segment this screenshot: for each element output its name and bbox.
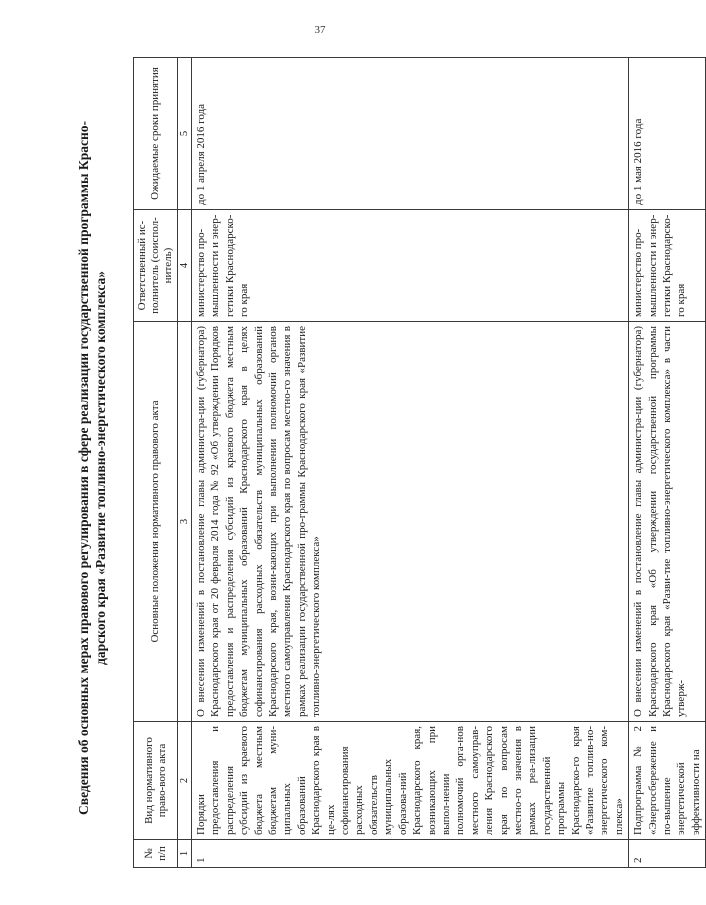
column-number: 3 xyxy=(178,322,192,722)
header-act-type: Вид нормативного право-вого акта xyxy=(134,722,178,840)
row-number: 2 xyxy=(629,840,706,868)
column-number: 4 xyxy=(178,210,192,322)
act-type-cell: Порядки предоставления и распределения субсидий из краевого бюджета местным бюджетам муни-ципальных образований Краснодарского края в це-лях софинансирования расходных обязательств муниципальных образова-ний Краснодарского края, возникающих при выпол-нении полномочий орга-нов местного самоуправ-ления Краснодарского края по вопросам местно-го значения в рамках реа-лизации государственной программы Краснодарско-го края «Развитие топлив-но-энергетического ком-плекса» xyxy=(192,722,629,840)
responsible-cell: министерство про-мышленности и энер-гетики Краснодарско-го края xyxy=(192,210,629,322)
document-title xyxy=(75,68,109,868)
deadline-cell: до 1 мая 2016 года xyxy=(629,58,706,210)
title-line-1: Сведения об основных мерах правового регулирования в сфере реализации государственной программы Красно- xyxy=(76,121,91,815)
page-number: 37 xyxy=(314,24,326,36)
header-number: № п/п xyxy=(134,840,178,868)
act-type-cell: Подпрограмма № 2 «Энергосбережение и по-вышение энергетической эффективности на xyxy=(629,722,706,840)
table-header-row xyxy=(134,58,178,868)
column-number: 2 xyxy=(178,722,192,840)
header-deadline: Ожидаемые сроки принятия xyxy=(134,58,178,210)
responsible-cell: министерство про-мышленности и энер-гетики Краснодарско-го края xyxy=(629,210,706,322)
table-row xyxy=(192,58,629,868)
title-line-2: дарского края «Развитие топливно-энергетического комплекса» xyxy=(93,271,108,665)
column-number: 5 xyxy=(178,58,192,210)
header-main-provisions: Основные положения нормативного правового акта xyxy=(134,322,178,722)
column-number: 1 xyxy=(178,840,192,868)
provisions-cell: О внесении изменений в постановление главы администра-ции (губернатора) Краснодарского края от 20 февраля 2014 года № 92 «Об утверждении Порядков предоставления и распределения субсидий из краевого бюджета местным бюджетам муниципальных образований Краснодарского края в целях софинансирования расходных обязательств муниципальных образований Краснодарского края, возни-кающих при выполнении полномочий органов местного самоуправления Краснодарского края по вопросам местно-го значения в рамках реализации государственной про-граммы Краснодарского края «Развитие топливно-энергетического комплекса» xyxy=(192,322,629,722)
provisions-cell: О внесении изменений в постановление главы администра-ции (губернатора) Краснодарского края «Об утверждении государственной программы Краснодарского края «Разви-тие топливно-энергетического комплекса» в части утверж- xyxy=(629,322,706,722)
column-number-row xyxy=(178,58,192,868)
row-number: 1 xyxy=(192,840,629,868)
deadline-cell: до 1 апреля 2016 года xyxy=(192,58,629,210)
table-row xyxy=(629,58,706,868)
rotated-page-content xyxy=(75,58,702,878)
header-responsible: Ответственный ис-полнитель (соиспол-нитель) xyxy=(134,210,178,322)
legal-acts-table xyxy=(133,57,706,868)
